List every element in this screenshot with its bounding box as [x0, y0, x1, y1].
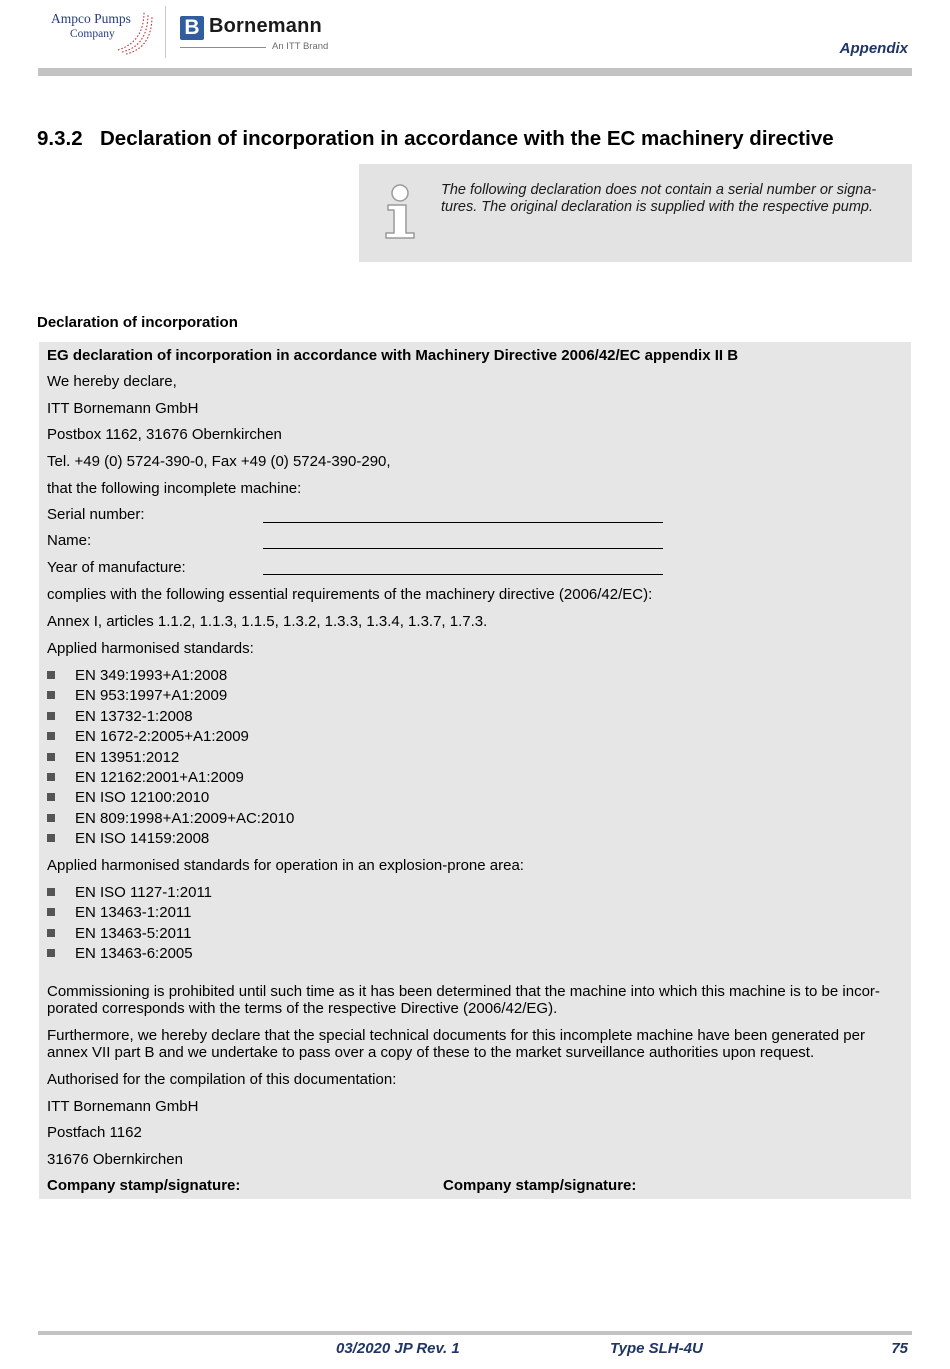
bullet-icon: [47, 691, 55, 699]
page-header: [0, 0, 950, 80]
bullet-icon: [47, 834, 55, 842]
bullet-icon: [47, 712, 55, 720]
list-item: [47, 925, 191, 942]
list-item: [47, 789, 209, 806]
standard-text: EN 13951:2012: [75, 749, 180, 766]
standard-text: EN ISO 1127-1:2011: [75, 884, 213, 901]
section-heading: [37, 127, 834, 151]
info-note: [359, 164, 912, 262]
authorised-line: Authorised for the compilation of this documentation:: [47, 1071, 397, 1088]
bullet-icon: [47, 753, 55, 761]
info-icon: [383, 182, 417, 240]
declaration-box: [39, 342, 911, 1199]
declaration-intro-line: Postbox 1162, 31676 Obernkirchen: [47, 426, 282, 443]
standard-text: EN ISO 14159:2008: [75, 830, 210, 847]
bullet-icon: [47, 949, 55, 957]
list-item: [47, 884, 212, 901]
footer-type: Type SLH-4U: [610, 1340, 703, 1357]
standard-text: EN 13463-5:2011: [75, 925, 192, 942]
list-item: [47, 687, 227, 704]
bornemann-b-icon: B: [180, 16, 204, 40]
paragraph-line: Commissioning is prohibited until such time as it has been determined that the machine into which this machine is to be incor-: [47, 983, 880, 1000]
list-item: [47, 904, 191, 921]
standard-text: EN 953:1997+A1:2009: [75, 687, 228, 704]
section-title: Declaration of incorporation in accordance with the EC machinery directive: [100, 127, 834, 150]
name-blank-line: [263, 548, 663, 549]
info-note-line: The following declaration does not contain a serial number or signa-: [441, 182, 877, 198]
bullet-icon: [47, 793, 55, 801]
serial-number-blank-line: [263, 522, 663, 523]
info-note-text: [441, 182, 903, 216]
year-blank-line: [263, 574, 663, 575]
info-note-line: tures. The original declaration is supplied with the respective pump.: [441, 199, 874, 215]
bullet-icon: [47, 773, 55, 781]
bullet-icon: [47, 888, 55, 896]
ampco-logo-name: Ampco Pumps: [51, 11, 131, 26]
paragraph-line: porated corresponds with the terms of the respective Directive (2006/42/EG).: [47, 1000, 558, 1017]
list-item: [47, 749, 179, 766]
complies-text: complies with the following essential requirements of the machinery directive (2006/42/EC):: [47, 586, 653, 603]
list-item: [47, 830, 209, 847]
authorised-line: Postfach 1162: [47, 1124, 142, 1141]
bullet-icon: [47, 814, 55, 822]
standards-heading: Applied harmonised standards:: [47, 640, 254, 657]
bullet-icon: [47, 732, 55, 740]
ex-standards-heading: Applied harmonised standards for operation in an explosion-prone area:: [47, 857, 524, 874]
furthermore-paragraph: [47, 1027, 899, 1061]
annex-text: Annex I, articles 1.1.2, 1.1.3, 1.1.5, 1.3.2, 1.3.3, 1.3.4, 1.3.7, 1.7.3.: [47, 613, 488, 630]
authorised-line: ITT Bornemann GmbH: [47, 1098, 199, 1115]
authorised-line: 31676 Obernkirchen: [47, 1151, 183, 1168]
footer-rule: [38, 1331, 912, 1335]
logo-divider: [165, 6, 166, 58]
paragraph-line: annex VII part B and we undertake to pass over a copy of these to the market surveillance authorities upon request.: [47, 1044, 815, 1061]
standard-text: EN 13463-1:2011: [75, 904, 192, 921]
header-rule: [38, 68, 912, 76]
declaration-title: EG declaration of incorporation in accordance with Machinery Directive 2006/42/EC appendix II B: [47, 347, 739, 364]
paragraph-line: Furthermore, we hereby declare that the special technical documents for this incomplete machine have been generated per: [47, 1027, 865, 1044]
declaration-intro-line: ITT Bornemann GmbH: [47, 400, 199, 417]
declaration-subheading: Declaration of incorporation: [37, 314, 238, 331]
ampco-logo-company: Company: [70, 28, 115, 40]
list-item: [47, 945, 193, 962]
list-item: [47, 708, 193, 725]
declaration-intro-line: We hereby declare,: [47, 373, 177, 390]
list-item: [47, 728, 249, 745]
bullet-icon: [47, 929, 55, 937]
list-item: [47, 810, 294, 827]
section-number: 9.3.2: [37, 127, 83, 150]
field-label-serial-number: Serial number:: [47, 506, 145, 523]
standard-text: EN 13463-6:2005: [75, 945, 193, 962]
bullet-icon: [47, 908, 55, 916]
field-label-year-of-manufacture: Year of manufacture:: [47, 559, 186, 576]
page-number: 75: [891, 1340, 908, 1357]
commissioning-paragraph: [47, 983, 899, 1017]
standard-text: EN 809:1998+A1:2009+AC:2010: [75, 810, 295, 827]
list-item: [47, 769, 244, 786]
bullet-icon: [47, 671, 55, 679]
section-label: Appendix: [839, 40, 908, 57]
bornemann-logo: [180, 14, 340, 54]
standard-text: EN 349:1993+A1:2008: [75, 667, 228, 684]
standard-text: EN ISO 12100:2010: [75, 789, 210, 806]
signature-label-left: Company stamp/signature:: [47, 1177, 241, 1194]
footer-revision: 03/2020 JP Rev. 1: [336, 1340, 460, 1357]
signature-label-right: Company stamp/signature:: [443, 1177, 637, 1194]
declaration-intro-line: that the following incomplete machine:: [47, 480, 302, 497]
bornemann-logo-name: Bornemann: [209, 15, 322, 37]
standard-text: EN 1672-2:2005+A1:2009: [75, 728, 249, 745]
standard-text: EN 13732-1:2008: [75, 708, 193, 725]
declaration-intro-line: Tel. +49 (0) 5724-390-0, Fax +49 (0) 5724-390-290,: [47, 453, 391, 470]
standard-text: EN 12162:2001+A1:2009: [75, 769, 244, 786]
ampco-logo: [48, 8, 156, 56]
bornemann-logo-tagline: An ITT Brand: [272, 41, 329, 52]
bornemann-logo-rule: [180, 47, 266, 48]
list-item: [47, 667, 227, 684]
field-label-name: Name:: [47, 532, 92, 549]
